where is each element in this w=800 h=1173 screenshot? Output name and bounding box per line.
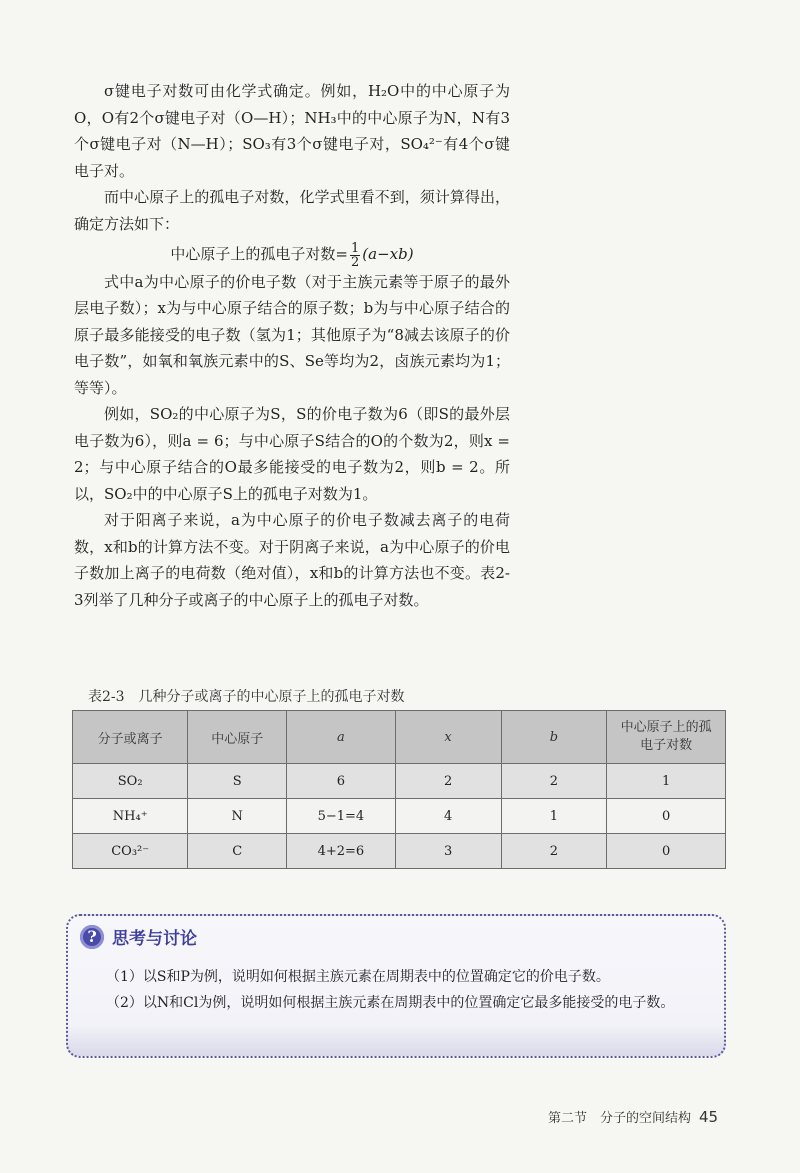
table-cell: 2 [501, 764, 607, 799]
discussion-item-1: （1）以S和P为例，说明如何根据主族元素在周期表中的位置确定它的价电子数。 [106, 969, 610, 985]
table-cell: C [188, 834, 287, 869]
question-icon: ? [80, 925, 104, 949]
body-text [74, 78, 510, 613]
table-caption-text: 几种分子或离子的中心原子上的孤电子对数 [138, 689, 405, 705]
table-row [73, 834, 726, 869]
table-cell: 1 [501, 799, 607, 834]
table-cell: 1 [607, 764, 726, 799]
header-a: a [287, 711, 396, 764]
paragraph-1: σ键电子对数可由化学式确定。例如，H₂O中的中心原子为O，O有2个σ键电子对（O—H）；NH₃中的中心原子为N，N有3个σ键电子对（N—H）；SO₃有3个σ键电子对，SO₄²⁻有4个σ键电子对。 [74, 82, 510, 180]
lone-pair-table [72, 710, 726, 869]
header-b: b [501, 711, 607, 764]
table-cell: 2 [395, 764, 501, 799]
table-caption-number: 表2-3 [88, 689, 125, 705]
paragraph-5: 对于阳离子来说，a为中心原子的价电子数减去离子的电荷数，x和b的计算方法不变。对于阴离子来说，a为中心原子的价电子数加上离子的电荷数（绝对值），x和b的计算方法也不变。表2-3列举了几种分子或离子的中心原子上的孤电子对数。 [74, 511, 510, 609]
discussion-header [80, 924, 197, 949]
table-header-row [73, 711, 726, 764]
paragraph-3: 式中a为中心原子的价电子数（对于主族元素等于原子的最外层电子数）；x为与中心原子结合的原子数；b为与中心原子结合的原子最多能接受的电子数（氢为1；其他原子为“8减去该原子的价电子数”，如氧和氧族元素中的S、Se等均为2，卤族元素均为1；等等）。 [74, 272, 510, 397]
formula-rhs: (a−xb) [362, 245, 414, 263]
table-cell: N [188, 799, 287, 834]
formula-lhs: 中心原子上的孤电子对数= [170, 245, 348, 263]
table-row [73, 799, 726, 834]
formula-numerator: 1 [351, 240, 360, 256]
discussion-box [66, 914, 726, 1058]
header-lone-pairs: 中心原子上的孤电子对数 [607, 711, 726, 764]
table-cell: NH₄⁺ [73, 799, 188, 834]
discussion-body [78, 964, 718, 1016]
table-cell: S [188, 764, 287, 799]
paragraph-4: 例如，SO₂的中心原子为S，S的价电子数为6（即S的最外层电子数为6），则a = 6；与中心原子S结合的O的个数为2，则x = 2；与中心原子结合的O最多能接受的电子数为2，则b = 2。所以，SO₂中的中心原子S上的孤电子对数为1。 [74, 405, 510, 503]
discussion-item-2: （2）以N和Cl为例，说明如何根据主族元素在周期表中的位置确定它最多能接受的电子数。 [106, 995, 675, 1011]
table-cell: 2 [501, 834, 607, 869]
table-cell: CO₃²⁻ [73, 834, 188, 869]
table-cell: SO₂ [73, 764, 188, 799]
table-cell: 4+2=6 [287, 834, 396, 869]
table-cell: 0 [607, 834, 726, 869]
lone-pair-formula [74, 241, 510, 269]
paragraph-2: 而中心原子上的孤电子对数，化学式里看不到，须计算得出，确定方法如下： [74, 188, 510, 233]
table-cell: 5−1=4 [287, 799, 396, 834]
page-footer [548, 1107, 718, 1126]
page-number: 45 [699, 1108, 719, 1126]
table-row [73, 764, 726, 799]
header-x: x [395, 711, 501, 764]
formula-denominator: 2 [351, 254, 360, 270]
table-cell: 6 [287, 764, 396, 799]
header-central-atom: 中心原子 [188, 711, 287, 764]
table-cell: 0 [607, 799, 726, 834]
header-species: 分子或离子 [73, 711, 188, 764]
table-cell: 4 [395, 799, 501, 834]
formula-fraction [350, 242, 360, 269]
table-cell: 3 [395, 834, 501, 869]
discussion-title: 思考与讨论 [112, 929, 197, 949]
table-caption [88, 686, 419, 706]
footer-section: 第二节 分子的空间结构 [548, 1111, 692, 1126]
